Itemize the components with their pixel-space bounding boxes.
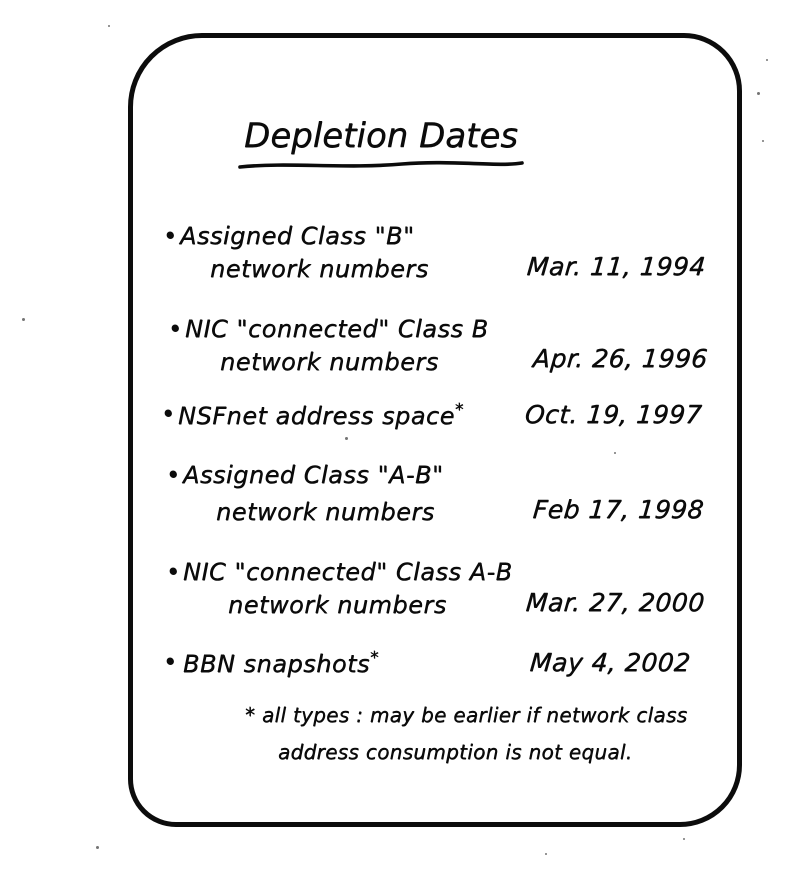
item-label-line2: network numbers	[228, 591, 447, 619]
footnote-line1: * all types : may be earlier if network class	[245, 703, 688, 727]
title-underline	[237, 158, 525, 172]
item-date: Mar. 27, 2000	[524, 588, 706, 617]
item-date: Feb 17, 1998	[531, 495, 706, 524]
scan-noise-dot	[345, 437, 348, 440]
bullet-icon: •	[166, 558, 181, 586]
scan-noise-dot	[108, 25, 110, 27]
scan-noise-dot	[762, 140, 764, 142]
title-block	[231, 118, 531, 172]
item-label-line1: BBN snapshots*	[183, 648, 380, 678]
asterisk-mark: *	[454, 400, 464, 420]
item-date: Mar. 11, 1994	[525, 252, 707, 281]
scan-noise-dot	[22, 318, 25, 321]
bullet-icon: •	[166, 461, 181, 489]
item-label-line1: NSFnet address space*	[178, 400, 464, 430]
scan-noise-dot	[683, 838, 685, 840]
scan-noise-dot	[757, 92, 760, 95]
item-label-line2: network numbers	[220, 348, 439, 376]
item-label-line1: Assigned Class "A-B"	[183, 461, 444, 489]
item-date: Oct. 19, 1997	[523, 400, 704, 429]
bullet-icon: •	[161, 400, 176, 428]
asterisk-mark: *	[369, 648, 380, 668]
scan-noise-dot	[96, 846, 99, 849]
footnote-line2: address consumption is not equal.	[278, 740, 633, 764]
item-label-line1: NIC "connected" Class B	[185, 315, 489, 343]
item-date: May 4, 2002	[528, 648, 692, 677]
bullet-icon: •	[163, 648, 178, 676]
item-label-line2: network numbers	[210, 255, 429, 283]
item-date: Apr. 26, 1996	[531, 344, 709, 373]
bullet-icon: •	[168, 315, 183, 343]
scan-noise-dot	[766, 59, 768, 61]
scan-noise-dot	[614, 452, 616, 454]
item-label-line1: NIC "connected" Class A-B	[183, 558, 513, 586]
item-label-line2: network numbers	[216, 498, 435, 526]
slide-card	[128, 33, 742, 827]
item-label-line1: Assigned Class "B"	[180, 222, 415, 250]
page-title: Depletion Dates	[244, 116, 518, 156]
bullet-icon: •	[163, 222, 178, 250]
scan-noise-dot	[545, 853, 547, 855]
